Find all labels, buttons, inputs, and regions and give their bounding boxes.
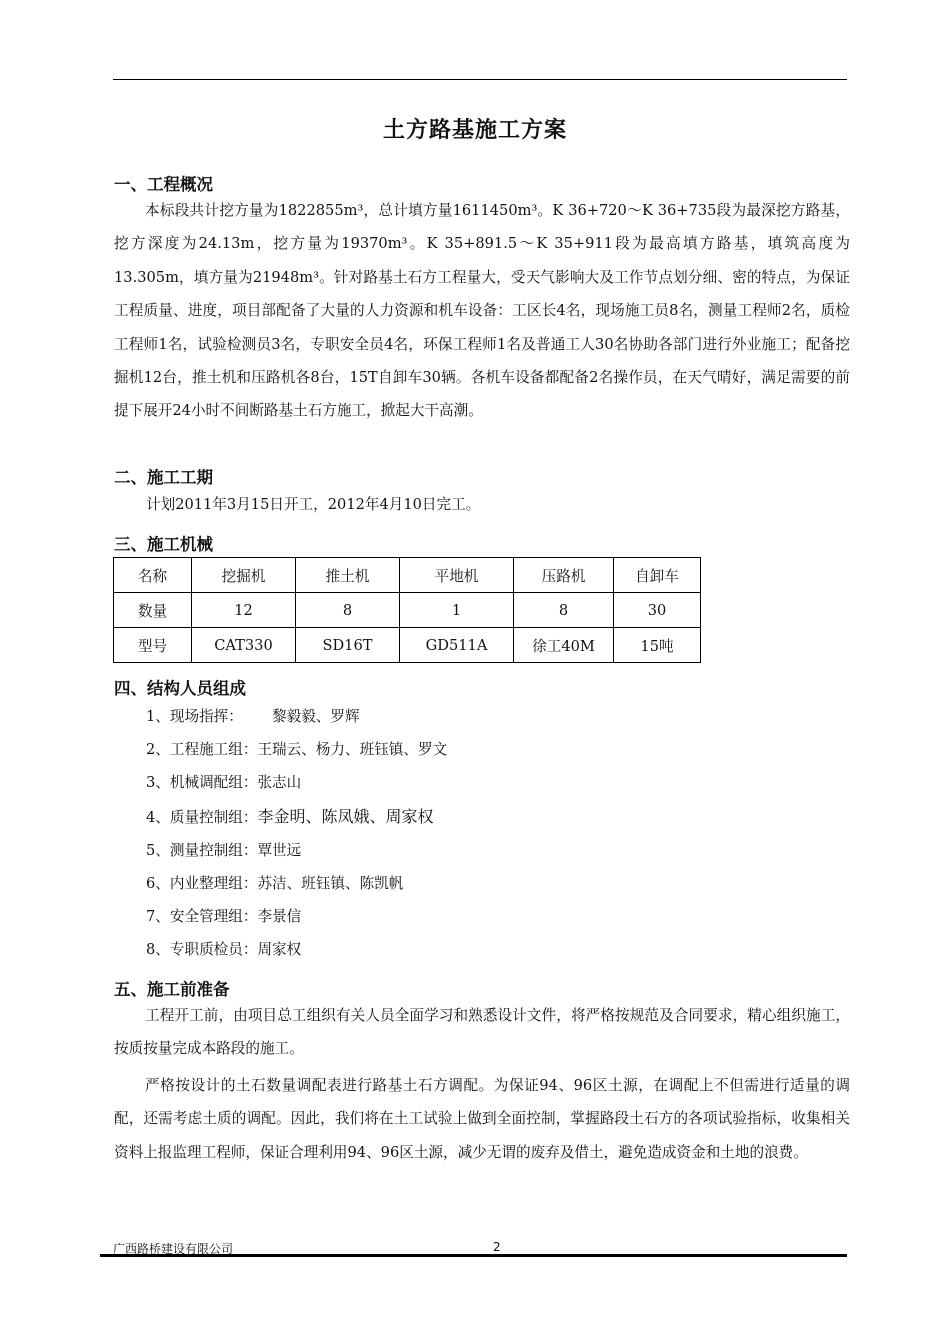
- page-number: 2: [493, 1240, 501, 1254]
- staff-names: 黎毅毅、罗辉: [272, 708, 360, 725]
- table-row: [114, 593, 701, 628]
- staff-item: [146, 905, 301, 926]
- staff-role: 4、质量控制组：: [146, 809, 258, 826]
- staff-names: 李金明、陈凤娥、周家权: [257, 807, 434, 826]
- staff-item: [146, 771, 301, 792]
- table-cell: 挖掘机: [192, 558, 296, 593]
- staff-role: 8、专职质检员：: [146, 941, 258, 958]
- section-heading-overview: 一、工程概况: [114, 175, 213, 194]
- table-cell: 15吨: [614, 628, 701, 663]
- table-cell: 徐工40M: [514, 628, 614, 663]
- schedule-text: 计划2011年3月15日开工，2012年4月10日完工。: [146, 496, 481, 513]
- table-cell: 1: [400, 593, 514, 628]
- table-cell: SD16T: [296, 628, 400, 663]
- document-title: 土方路基施工方案: [382, 118, 567, 143]
- staff-role: 2、工程施工组：: [146, 741, 258, 758]
- staff-item: [146, 705, 360, 726]
- section-heading-preparation: 五、施工前准备: [114, 980, 230, 999]
- footer-rule: [100, 1254, 847, 1257]
- preparation-paragraph-1: 工程开工前，由项目总工组织有关人员全面学习和熟悉设计文件，将严格按规范及合同要求，精心组织施工，按质按量完成本路段的施工。: [114, 1007, 850, 1058]
- section-heading-schedule: 二、施工工期: [114, 468, 213, 487]
- staff-item: [146, 938, 301, 959]
- table-cell: 推土机: [296, 558, 400, 593]
- machinery-table: [113, 557, 701, 663]
- staff-role: 6、内业整理组：: [146, 875, 258, 892]
- section-heading-staff: 四、结构人员组成: [114, 679, 246, 698]
- table-header-row: [114, 558, 701, 593]
- section-heading-machinery: 三、施工机械: [114, 535, 213, 554]
- staff-names: 王瑞云、杨力、班钰镇、罗文: [257, 741, 448, 758]
- table-row: [114, 628, 701, 663]
- staff-item: [146, 839, 301, 860]
- overview-paragraph: 本标段共计挖方量为1822855m³，总计填方量1611450m³。K 36+720～K 36+735段为最深挖方路基，挖方深度为24.13m，挖方量为19370m³。K 35+891.5～K 35+911段为最高填方路基，填筑高度为13.305m，填方量为21948m³。针对路基土石方工程量大，受天气影响大及工作节点划分细、密的特点，为保证工程质量、进度，项目部配备了大量的人力资源和机车设备：工区长4名，现场施工员8名，测量工程师2名，质检工程师1名，试验检测员3名，专职安全员4名，环保工程师1名及普通工人30名协助各部门进行外业施工；配备挖掘机12台，推土机和压路机各8台，15T自卸车30辆。各机车设备都配备2名操作员，在天气晴好，满足需要的前提下展开24小时不间断路基土石方施工，掀起大干高潮。: [114, 202, 850, 420]
- staff-item: [146, 872, 403, 893]
- footer-company: 广西路桥建设有限公司: [113, 1242, 234, 1256]
- staff-names: 苏洁、班钰镇、陈凯帆: [257, 875, 404, 892]
- table-cell: 8: [296, 593, 400, 628]
- staff-role: 1、现场指挥：: [146, 708, 243, 725]
- table-cell: 压路机: [514, 558, 614, 593]
- table-cell: 名称: [114, 558, 192, 593]
- table-cell: 自卸车: [614, 558, 701, 593]
- staff-role: 3、机械调配组：: [146, 774, 258, 791]
- table-cell: 数量: [114, 593, 192, 628]
- staff-names: 张志山: [257, 774, 302, 791]
- staff-names: 李景信: [257, 908, 302, 925]
- staff-names: 周家权: [257, 941, 302, 958]
- staff-item: [146, 804, 433, 827]
- staff-role: 5、测量控制组：: [146, 842, 258, 859]
- table-cell: 8: [514, 593, 614, 628]
- header-rule: [113, 79, 847, 80]
- table-cell: 12: [192, 593, 296, 628]
- preparation-paragraph-2: 严格按设计的土石数量调配表进行路基土石方调配。为保证94、96区土源，在调配上不但需进行适量的调配，还需考虑土质的调配。因此，我们将在土工试验上做到全面控制，掌握路段土石方的各项试验指标，收集相关资料上报监理工程师，保证合理利用94、96区土源，减少无谓的废弃及借土，避免造成资金和土地的浪费。: [114, 1077, 850, 1161]
- table-cell: 平地机: [400, 558, 514, 593]
- table-cell: 30: [614, 593, 701, 628]
- staff-item: [146, 738, 447, 759]
- staff-names: 覃世远: [257, 842, 302, 859]
- table-cell: GD511A: [400, 628, 514, 663]
- table-cell: CAT330: [192, 628, 296, 663]
- table-cell: 型号: [114, 628, 192, 663]
- staff-role: 7、安全管理组：: [146, 908, 258, 925]
